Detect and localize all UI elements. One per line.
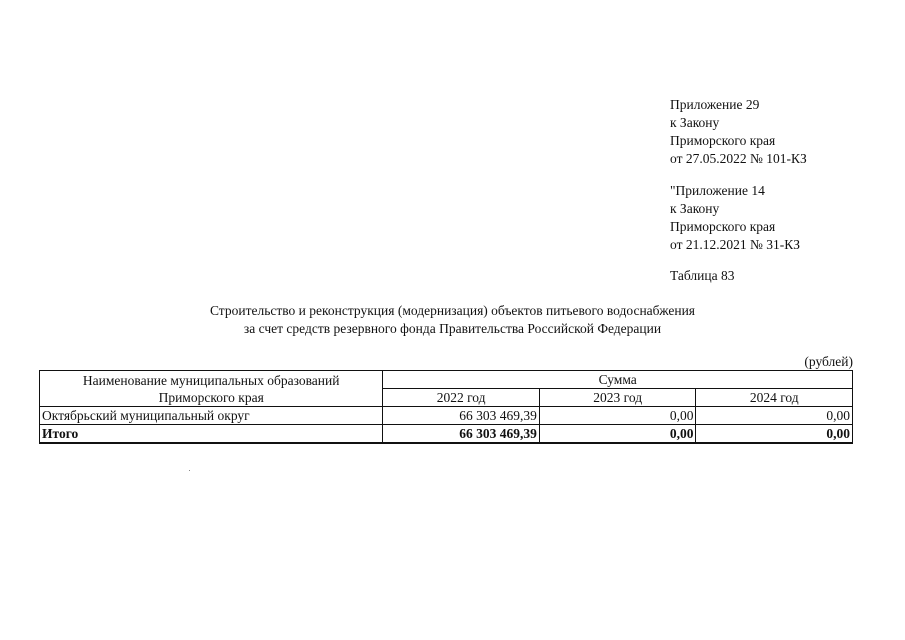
total-value-2022: 66 303 469,39 xyxy=(383,425,540,444)
header-municipality-line1: Наименование муниципальных образований xyxy=(82,372,340,388)
title-line-1: Строительство и реконструкция (модернизация) объектов питьевого водоснабжения xyxy=(209,303,696,318)
total-value-2023: 0,00 xyxy=(539,425,696,444)
header-municipality-line2: Приморского края xyxy=(158,389,264,405)
header-municipality xyxy=(40,371,383,407)
total-value-2024: 0,00 xyxy=(696,425,853,444)
table-row xyxy=(40,407,853,425)
appendix-ref-line: от 21.12.2021 № 31-КЗ xyxy=(670,237,800,252)
appendix-reference xyxy=(670,182,800,254)
row-value-2024: 0,00 xyxy=(696,407,853,425)
row-value-2023: 0,00 xyxy=(539,407,696,425)
document-title xyxy=(0,302,905,338)
header-year-2023: 2023 год xyxy=(539,389,696,407)
total-label: Итого xyxy=(40,425,383,444)
funding-table xyxy=(39,370,853,444)
scan-speck xyxy=(189,470,190,471)
units-label: (рублей) xyxy=(804,354,853,369)
appendix-ref-line: к Закону xyxy=(670,201,720,216)
table-header-row xyxy=(40,371,853,389)
header-year-2024: 2024 год xyxy=(696,389,853,407)
table-total-row xyxy=(40,425,853,444)
header-sum: Сумма xyxy=(383,371,853,389)
appendix-line: к Закону xyxy=(670,115,720,130)
appendix-line: Приложение 29 xyxy=(670,97,760,112)
row-municipality-name: Октябрьский муниципальный округ xyxy=(40,407,383,425)
title-line-2: за счет средств резервного фонда Правительства Российской Федерации xyxy=(243,321,662,336)
header-year-2022: 2022 год xyxy=(383,389,540,407)
row-value-2022: 66 303 469,39 xyxy=(383,407,540,425)
appendix-ref-line: Приморского края xyxy=(670,219,776,234)
table-number: Таблица 83 xyxy=(670,268,735,283)
appendix-header xyxy=(670,96,807,168)
appendix-line: от 27.05.2022 № 101-КЗ xyxy=(670,151,807,166)
appendix-ref-line: "Приложение 14 xyxy=(670,183,765,198)
appendix-line: Приморского края xyxy=(670,133,776,148)
